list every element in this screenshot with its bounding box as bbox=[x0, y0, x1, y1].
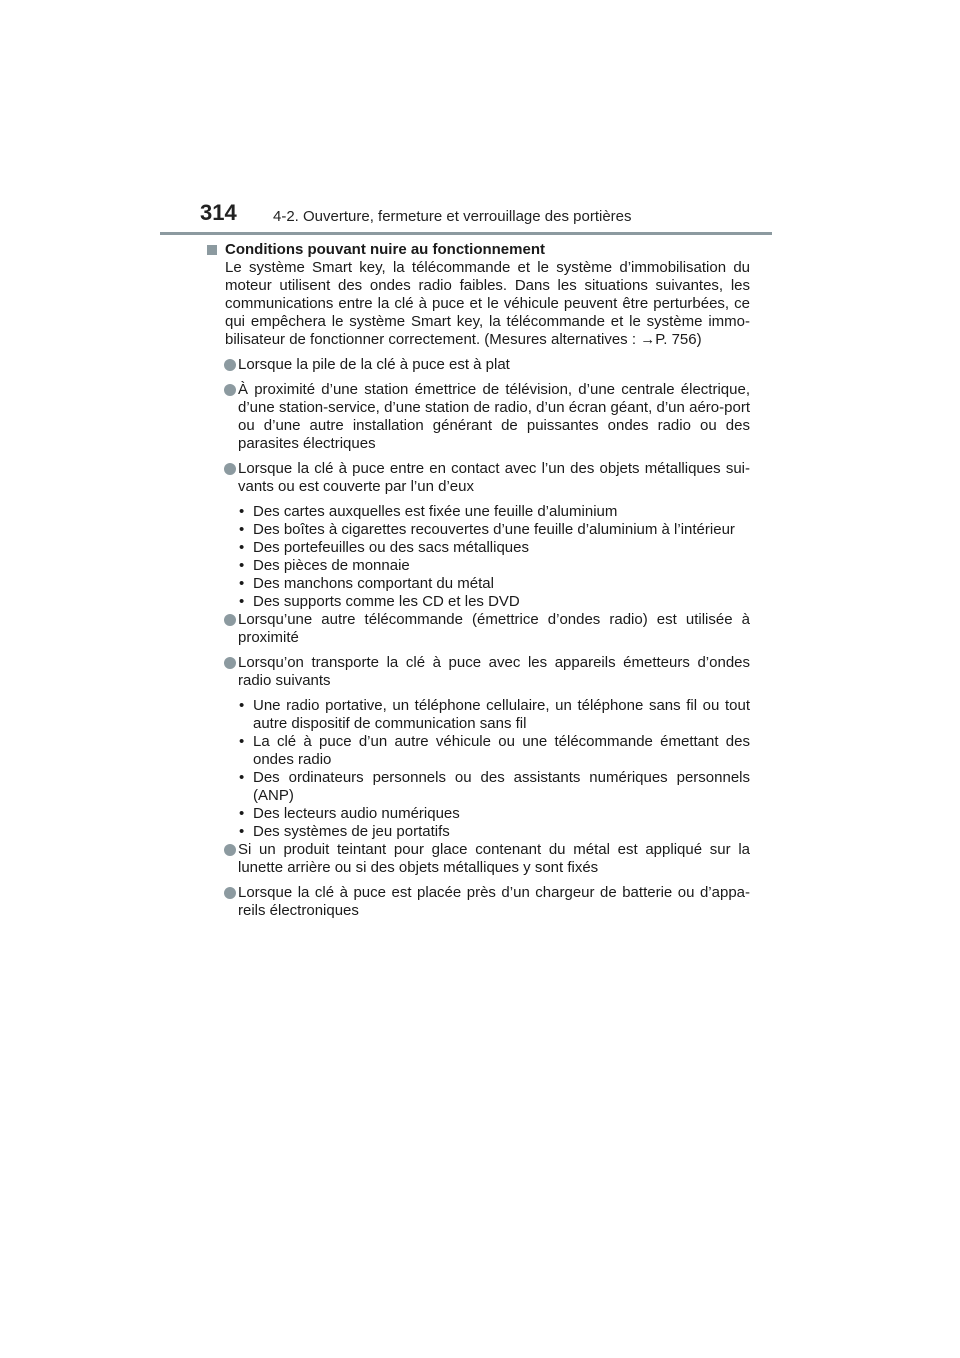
list-item bbox=[207, 611, 750, 647]
circle-bullet-icon bbox=[224, 384, 236, 396]
sub-list-item-text: Une radio portative, un téléphone cellulaire, un téléphone sans fil ou tout autre dispositif de communication sans fil bbox=[253, 697, 750, 732]
sub-list bbox=[239, 697, 750, 841]
list-item-text: Lorsque la clé à puce est placée près d’un chargeur de batterie ou d’appa-reils électroniques bbox=[238, 884, 750, 919]
list-item bbox=[207, 841, 750, 877]
dot-icon: • bbox=[239, 805, 245, 822]
sub-list-item bbox=[239, 805, 750, 823]
sub-list-item-text: Des lecteurs audio numériques bbox=[253, 805, 460, 822]
sub-list-item-text: Des systèmes de jeu portatifs bbox=[253, 823, 450, 840]
page-header bbox=[0, 0, 960, 240]
section-heading bbox=[207, 241, 750, 259]
chapter-title: 4-2. Ouverture, fermeture et verrouillage des portières bbox=[273, 208, 632, 225]
page-number: 314 bbox=[200, 200, 237, 225]
sub-list-item-text: La clé à puce d’un autre véhicule ou une télécommande émettant des ondes radio bbox=[253, 733, 750, 768]
sub-list-item-text: Des ordinateurs personnels ou des assistants numériques personnels (ANP) bbox=[253, 769, 750, 804]
sub-list-item bbox=[239, 697, 750, 733]
dot-icon: • bbox=[239, 521, 245, 538]
intro-paragraph: Le système Smart key, la télécommande et le système d’immobilisation du moteur utilisent des ondes radio faibles. Dans les situations suivantes, les communications entre la clé à puce et le véhicule peuvent être perturbées, ce qui empêchera le système Smart key, la télécommande et le système immo-bilisateur de fonctionner correctement. (Mesures alternatives : →P. 756) bbox=[225, 259, 750, 348]
sub-list-item bbox=[239, 503, 750, 521]
sub-list-item bbox=[239, 769, 750, 805]
dot-icon: • bbox=[239, 733, 245, 750]
sub-list-item-text: Des manchons comportant du métal bbox=[253, 575, 494, 592]
list-item bbox=[207, 654, 750, 690]
sub-list-item-text: Des boîtes à cigarettes recouvertes d’une feuille d’aluminium à l’intérieur bbox=[253, 521, 735, 538]
circle-bullet-icon bbox=[224, 844, 236, 856]
list-item-text: Lorsque la clé à puce entre en contact avec l’un des objets métalliques sui-vants ou est couverte par l’un d’eux bbox=[238, 460, 750, 495]
list-item-text: À proximité d’une station émettrice de télévision, d’une centrale électrique, d’une station-service, d’une station de radio, d’un écran géant, d’un aéro-port ou d’une autre installation générant de puissantes ondes radio ou des parasites électriques bbox=[238, 381, 750, 452]
sub-list-item bbox=[239, 823, 750, 841]
dot-icon: • bbox=[239, 539, 245, 556]
dot-icon: • bbox=[239, 769, 245, 786]
header-rule bbox=[160, 232, 772, 235]
dot-icon: • bbox=[239, 557, 245, 574]
dot-icon: • bbox=[239, 823, 245, 840]
dot-icon: • bbox=[239, 697, 245, 714]
dot-icon: • bbox=[239, 503, 245, 520]
section-heading-text: Conditions pouvant nuire au fonctionnement bbox=[225, 241, 545, 258]
sub-list-item bbox=[239, 733, 750, 769]
sub-list bbox=[239, 503, 750, 611]
sub-list-item bbox=[239, 557, 750, 575]
sub-list-item bbox=[239, 593, 750, 611]
list-item-text: Lorsque la pile de la clé à puce est à plat bbox=[238, 356, 510, 373]
sub-list-item-text: Des supports comme les CD et les DVD bbox=[253, 593, 520, 610]
page-content bbox=[207, 241, 750, 920]
circle-bullet-icon bbox=[224, 887, 236, 899]
list-item bbox=[207, 460, 750, 496]
dot-icon: • bbox=[239, 593, 245, 610]
circle-bullet-icon bbox=[224, 463, 236, 475]
list-item bbox=[207, 884, 750, 920]
dot-icon: • bbox=[239, 575, 245, 592]
sub-list-item bbox=[239, 521, 750, 539]
list-item bbox=[207, 356, 750, 374]
square-bullet-icon bbox=[207, 245, 217, 255]
sub-list-item-text: Des portefeuilles ou des sacs métalliques bbox=[253, 539, 529, 556]
circle-bullet-icon bbox=[224, 657, 236, 669]
circle-bullet-icon bbox=[224, 614, 236, 626]
list-item bbox=[207, 381, 750, 453]
list-item-text: Lorsqu’on transporte la clé à puce avec les appareils émetteurs d’ondes radio suivants bbox=[238, 654, 750, 689]
list-item-text: Lorsqu’une autre télécommande (émettrice d’ondes radio) est utilisée à proximité bbox=[238, 611, 750, 646]
sub-list-item bbox=[239, 575, 750, 593]
list-item-text: Si un produit teintant pour glace contenant du métal est appliqué sur la lunette arrière ou si des objets métalliques y sont fixés bbox=[238, 841, 750, 876]
sub-list-item-text: Des cartes auxquelles est fixée une feuille d’aluminium bbox=[253, 503, 618, 520]
sub-list-item bbox=[239, 539, 750, 557]
sub-list-item-text: Des pièces de monnaie bbox=[253, 557, 410, 574]
circle-bullet-icon bbox=[224, 359, 236, 371]
